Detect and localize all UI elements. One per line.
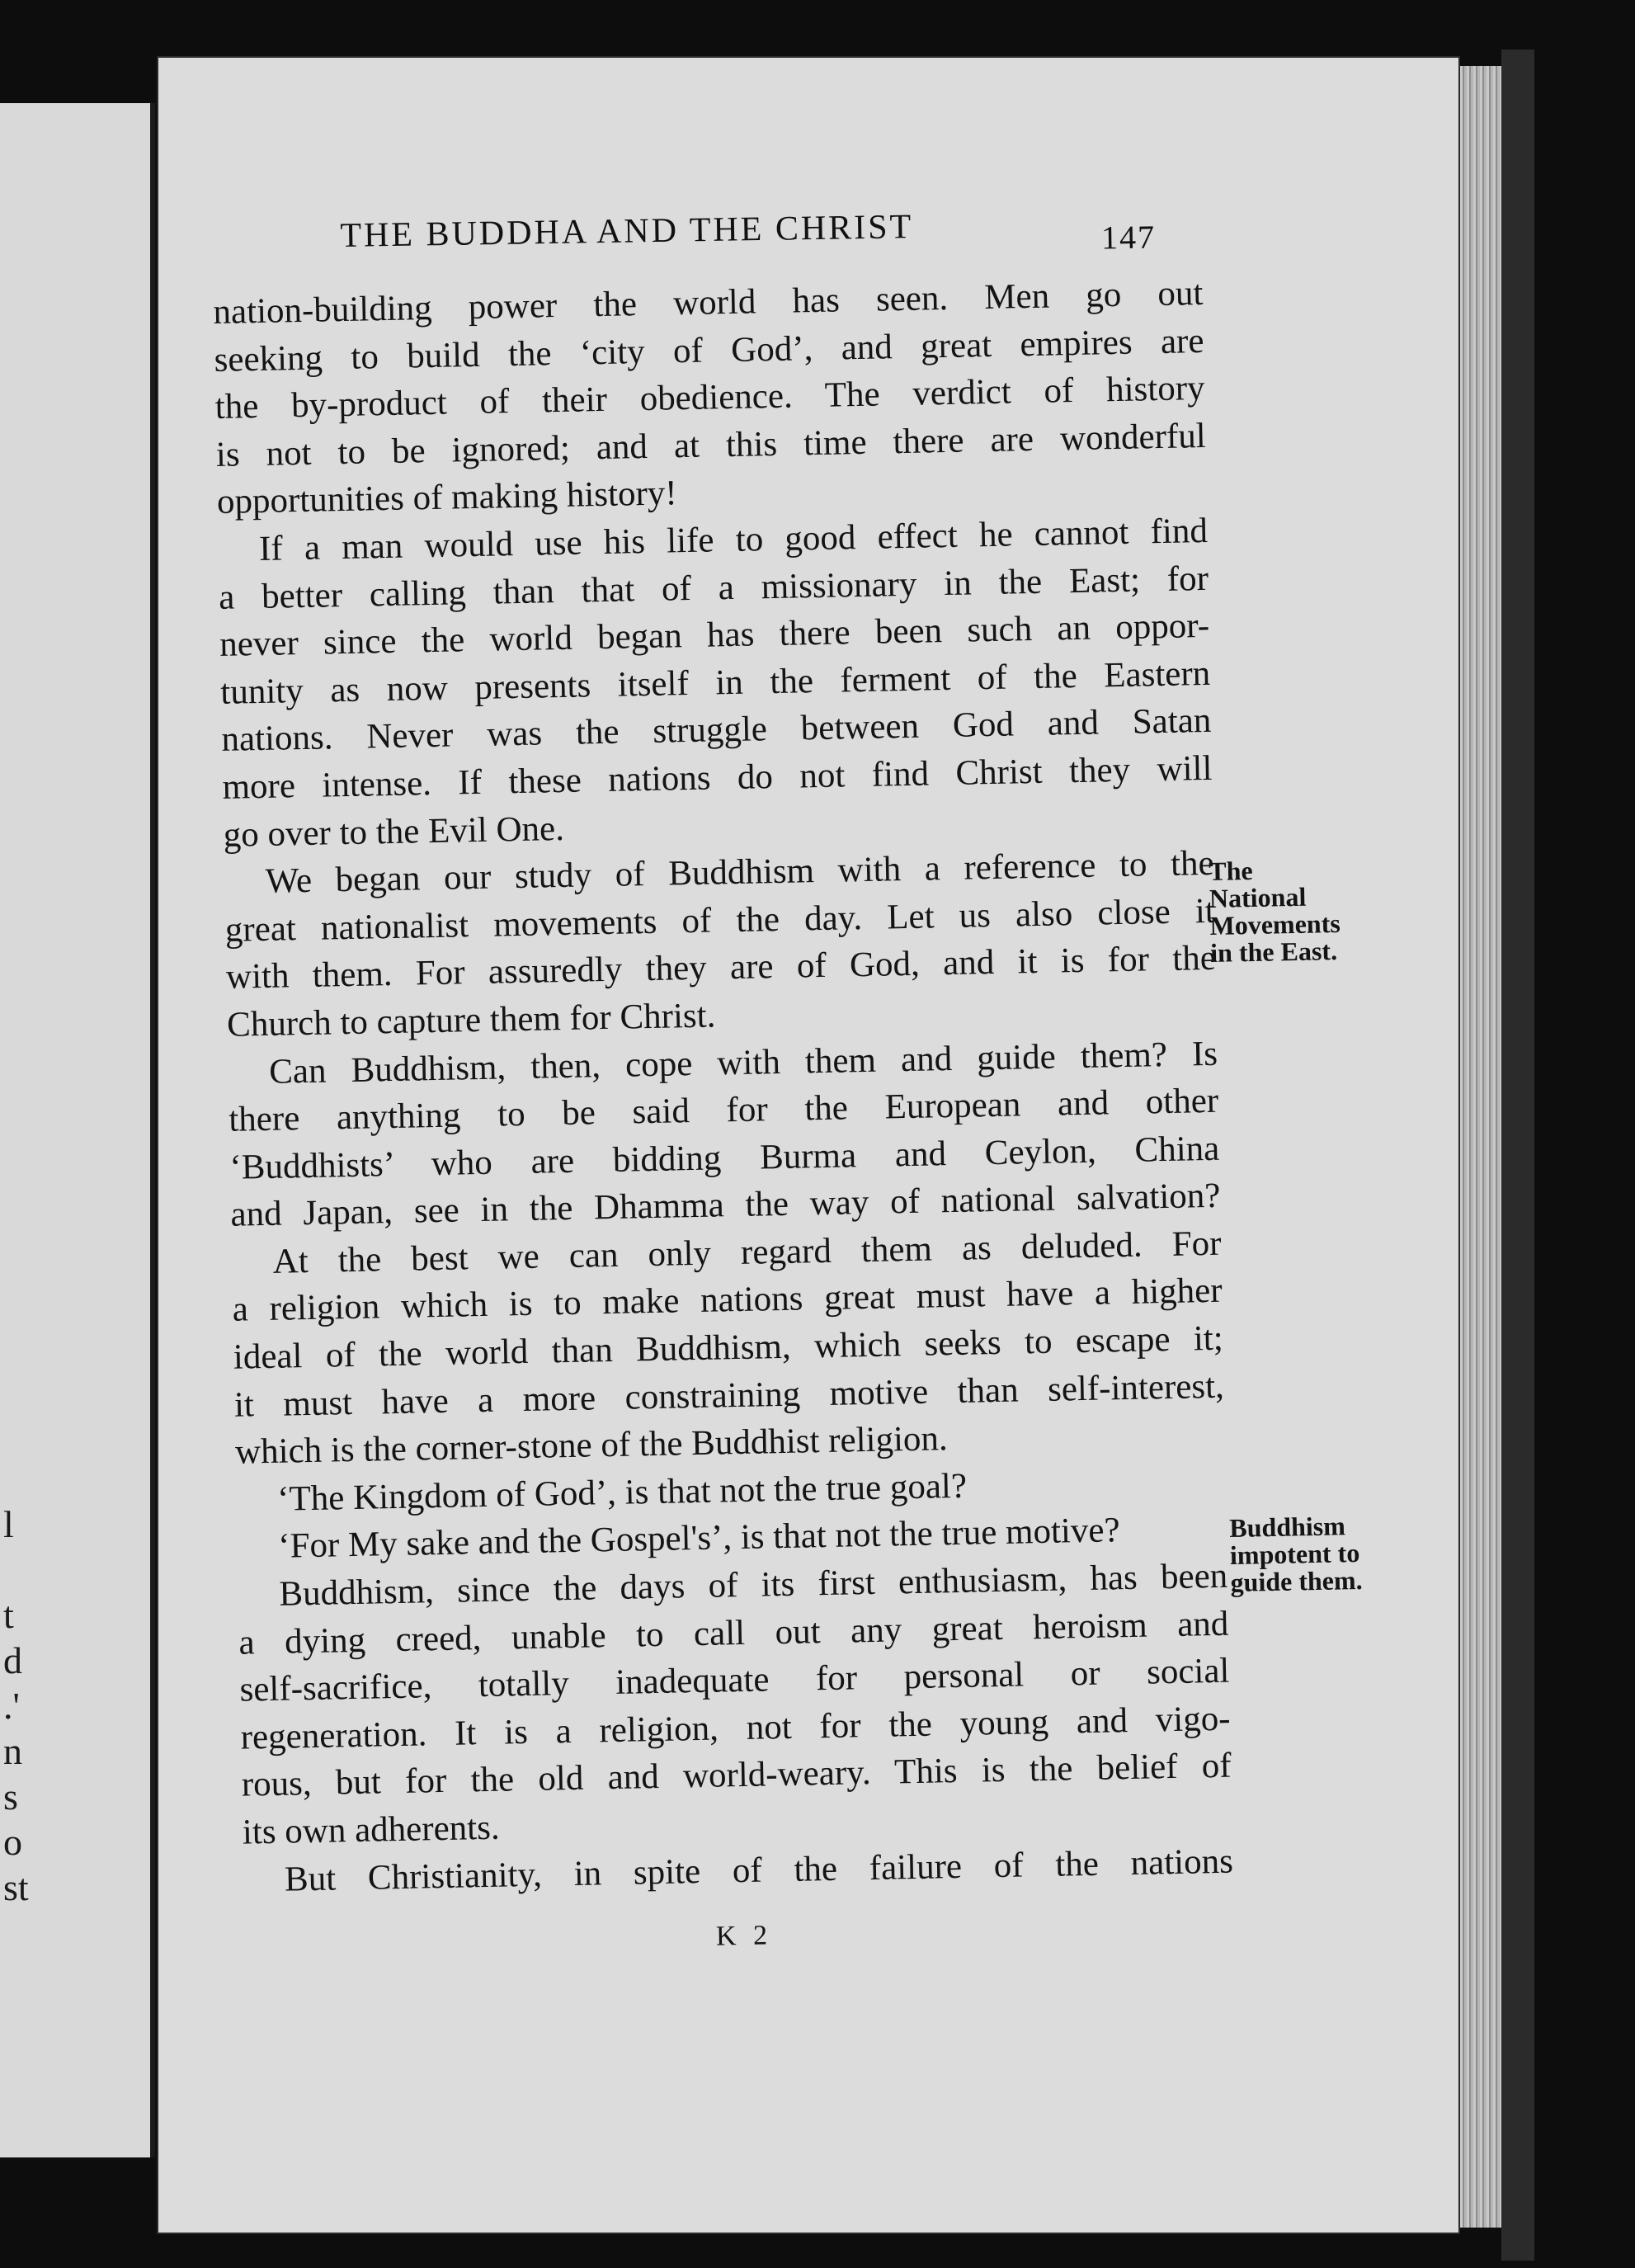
text-line: nations. Never was the struggle between God and Satan	[221, 701, 1212, 760]
text-line: seeking to build the ‘city of God’, and great empires are	[214, 321, 1204, 380]
text-line: tunity as now presents itself in the ferment of the Eastern	[219, 653, 1211, 712]
text-line: opportunities of making history!	[216, 474, 678, 522]
margin-note-line: in the East.	[1209, 936, 1338, 968]
body-text	[213, 270, 1233, 1904]
text-line: is not to be ignored; and at this time there are wonderful	[215, 416, 1207, 474]
margin-note-line: Buddhism	[1228, 1511, 1346, 1543]
running-title: THE BUDDHA AND THE CHRIST	[340, 208, 914, 255]
text-line: Church to capture them for Christ.	[226, 996, 716, 1044]
page-fragment: s	[3, 1775, 18, 1818]
text-line: which is the corner-stone of the Buddhist religion.	[234, 1419, 949, 1472]
text-line: a dying creed, unable to call out any great heroism and	[238, 1604, 1229, 1662]
text-line: self-sacrifice, totally inadequate for personal or social	[239, 1651, 1230, 1709]
margin-note-line: guide them.	[1230, 1564, 1363, 1597]
text-line: If a man would use his life to good effect he cannot find	[258, 511, 1209, 568]
text-line: great nationalist movements of the day. Let us also close it	[224, 891, 1216, 950]
margin-note-line: impotent to	[1229, 1537, 1360, 1570]
text-line: At the best we can only regard them as deluded. For	[272, 1224, 1222, 1281]
text-line: nation-building power the world has seen. Men go out	[213, 273, 1204, 332]
text-line: We began our study of Buddhism with a reference to the	[265, 843, 1215, 902]
text-line: regeneration. It is a religion, not for the young and vigo-	[240, 1699, 1231, 1757]
text-line: Buddhism, since the days of its first enthusiasm, has been	[278, 1556, 1228, 1614]
text-line: a better calling than that of a missionary in the East; for	[218, 559, 1209, 617]
text-line: and Japan, see in the Dhamma the way of national salvation?	[230, 1176, 1221, 1235]
page-edges	[1460, 66, 1501, 2228]
text-line: the by-product of their obedience. The verdict of history	[214, 369, 1205, 427]
text-line: Can Buddhism, then, cope with them and guide them? Is	[268, 1034, 1218, 1092]
text-line: ‘Buddhists’ who are bidding Burma and Ceylon, China	[229, 1129, 1220, 1187]
page-fragment: st	[3, 1866, 29, 1908]
text-line: more intense. If these nations do not find Christ they will	[222, 748, 1213, 807]
page-fragment: d	[3, 1639, 22, 1681]
cover-edge	[1501, 50, 1534, 2261]
text-line: go over to the Evil One.	[223, 809, 565, 855]
text-line: ‘For My sake and the Gospel's’, is that not the true motive?	[277, 1511, 1120, 1567]
page-fragment: t	[3, 1594, 14, 1636]
text-line: ideal of the world than Buddhism, which seeks to escape it;	[233, 1318, 1224, 1377]
text-line: ‘The Kingdom of God’, is that not the true goal?	[276, 1466, 968, 1519]
text-line: rous, but for the old and world-weary. This is the belief of	[241, 1747, 1232, 1805]
margin-note-line: The	[1208, 855, 1253, 886]
page-fragment: n	[3, 1730, 22, 1772]
text-line: But Christianity, in spite of the failure of the nations	[284, 1841, 1234, 1899]
text-line: its own adherents.	[242, 1808, 501, 1852]
page-number: 147	[1100, 218, 1157, 257]
adjacent-page	[0, 103, 155, 2157]
margin-note-line: National	[1209, 881, 1307, 913]
text-line: never since the world began has there been such an oppor-	[219, 606, 1210, 665]
margin-note-national-movements	[1209, 856, 1341, 967]
margin-note-line: Movements	[1209, 908, 1341, 941]
page-fragment: o	[3, 1821, 22, 1863]
signature-mark: K 2	[715, 1920, 773, 1952]
text-line: there anything to be said for the European and other	[228, 1081, 1219, 1139]
text-line: it must have a more constraining motive than self-interest,	[233, 1366, 1225, 1425]
page-fragment: .'	[3, 1685, 20, 1727]
page-fragment: l	[3, 1503, 14, 1545]
text-line: a religion which is to make nations great must have a higher	[232, 1271, 1223, 1330]
margin-note-buddhism-impotent	[1229, 1512, 1363, 1596]
text-line: with them. For assuredly they are of God, and it is for the	[225, 939, 1217, 997]
